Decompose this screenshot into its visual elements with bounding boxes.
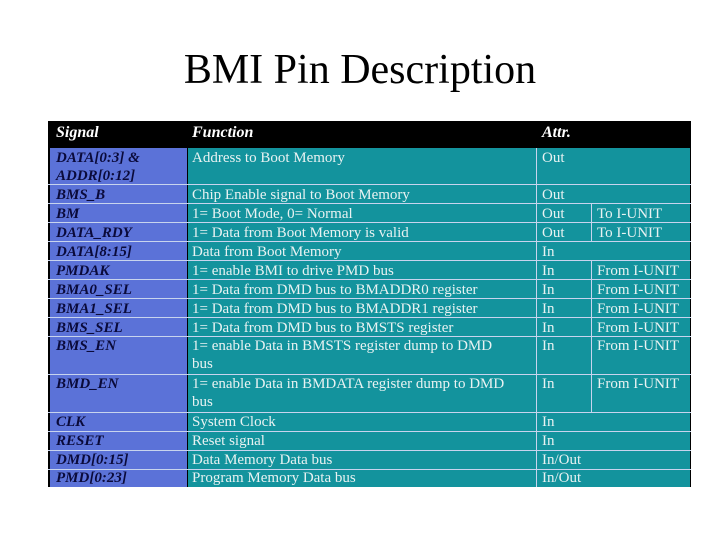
signal-cell: BMS_B [56,187,106,203]
row-divider [48,450,691,451]
row-divider [48,260,691,261]
attr-cell: In [542,338,555,354]
function-cell: Chip Enable signal to Boot Memory [192,187,410,203]
pin-table [48,121,691,487]
direction-cell: From I-UNIT [597,301,680,317]
signal-cell: BMS_EN [56,338,117,354]
function-cell: 1= enable Data in BMDATA register dump to DMD [192,376,505,392]
attr-cell: In/Out [542,470,582,486]
direction-cell: From I-UNIT [597,282,680,298]
column-divider [591,374,592,412]
column-divider [591,260,592,374]
signal-cell: PMDAK [56,263,110,279]
row-divider [48,184,691,185]
function-cell: 1= Data from DMD bus to BMADDR0 register [192,282,478,298]
function-cell: 1= Data from Boot Memory is valid [192,225,409,241]
direction-cell: From I-UNIT [597,338,680,354]
function-cell: 1= Data from DMD bus to BMSTS register [192,320,454,336]
page-title: BMI Pin Description [183,47,537,93]
signal-cell: ADDR[0:12] [56,168,136,184]
attr-cell: In [542,263,555,279]
signal-cell: DATA_RDY [56,225,132,241]
row-divider [48,412,691,413]
signal-cell: BMA0_SEL [56,282,132,298]
attr-cell: In [542,433,555,449]
header-function: Function [192,124,254,141]
signal-cell: DATA[0:3] & [56,150,140,166]
function-cell: bus [192,394,213,410]
attr-cell: Out [542,225,565,241]
row-divider [48,431,691,432]
function-cell: Data Memory Data bus [192,452,333,468]
signal-cell: BMD_EN [56,376,119,392]
table-header [48,121,691,147]
attr-cell: In [542,320,555,336]
attr-cell: Out [542,206,565,222]
function-cell: 1= Data from DMD bus to BMADDR1 register [192,301,478,317]
function-cell: 1= enable Data in BMSTS register dump to DMD [192,338,493,354]
direction-cell: From I-UNIT [597,376,680,392]
attr-cell: In/Out [542,452,582,468]
function-cell: Program Memory Data bus [192,470,356,486]
signal-cell: CLK [56,414,86,430]
attr-cell: In [542,301,555,317]
function-cell: Data from Boot Memory [192,244,342,260]
signal-cell: DATA[8:15] [56,244,132,260]
function-cell: 1= Boot Mode, 0= Normal [192,206,353,222]
direction-cell: To I-UNIT [597,206,663,222]
attr-cell: In [542,376,555,392]
signal-cell: DMD[0:15] [56,452,129,468]
direction-cell: To I-UNIT [597,225,663,241]
header-signal: Signal [56,124,99,141]
function-cell: System Clock [192,414,276,430]
direction-cell: From I-UNIT [597,263,680,279]
signal-cell: RESET [56,433,104,449]
signal-cell: BMS_SEL [56,320,123,336]
row-divider [48,222,691,223]
column-divider [536,148,537,487]
header-attr: Attr. [542,124,571,141]
signal-cell: BM [56,206,80,222]
row-divider [48,469,691,470]
signal-cell: PMD[0:23] [56,470,127,486]
attr-cell: In [542,282,555,298]
function-cell: bus [192,356,213,372]
attr-cell: Out [542,150,565,166]
attr-cell: In [542,414,555,430]
function-cell: Address to Boot Memory [192,150,345,166]
function-cell: Reset signal [192,433,265,449]
function-cell: 1= enable BMI to drive PMD bus [192,263,394,279]
direction-cell: From I-UNIT [597,320,680,336]
signal-cell: BMA1_SEL [56,301,132,317]
attr-cell: In [542,244,555,260]
attr-cell: Out [542,187,565,203]
column-divider [591,203,592,241]
